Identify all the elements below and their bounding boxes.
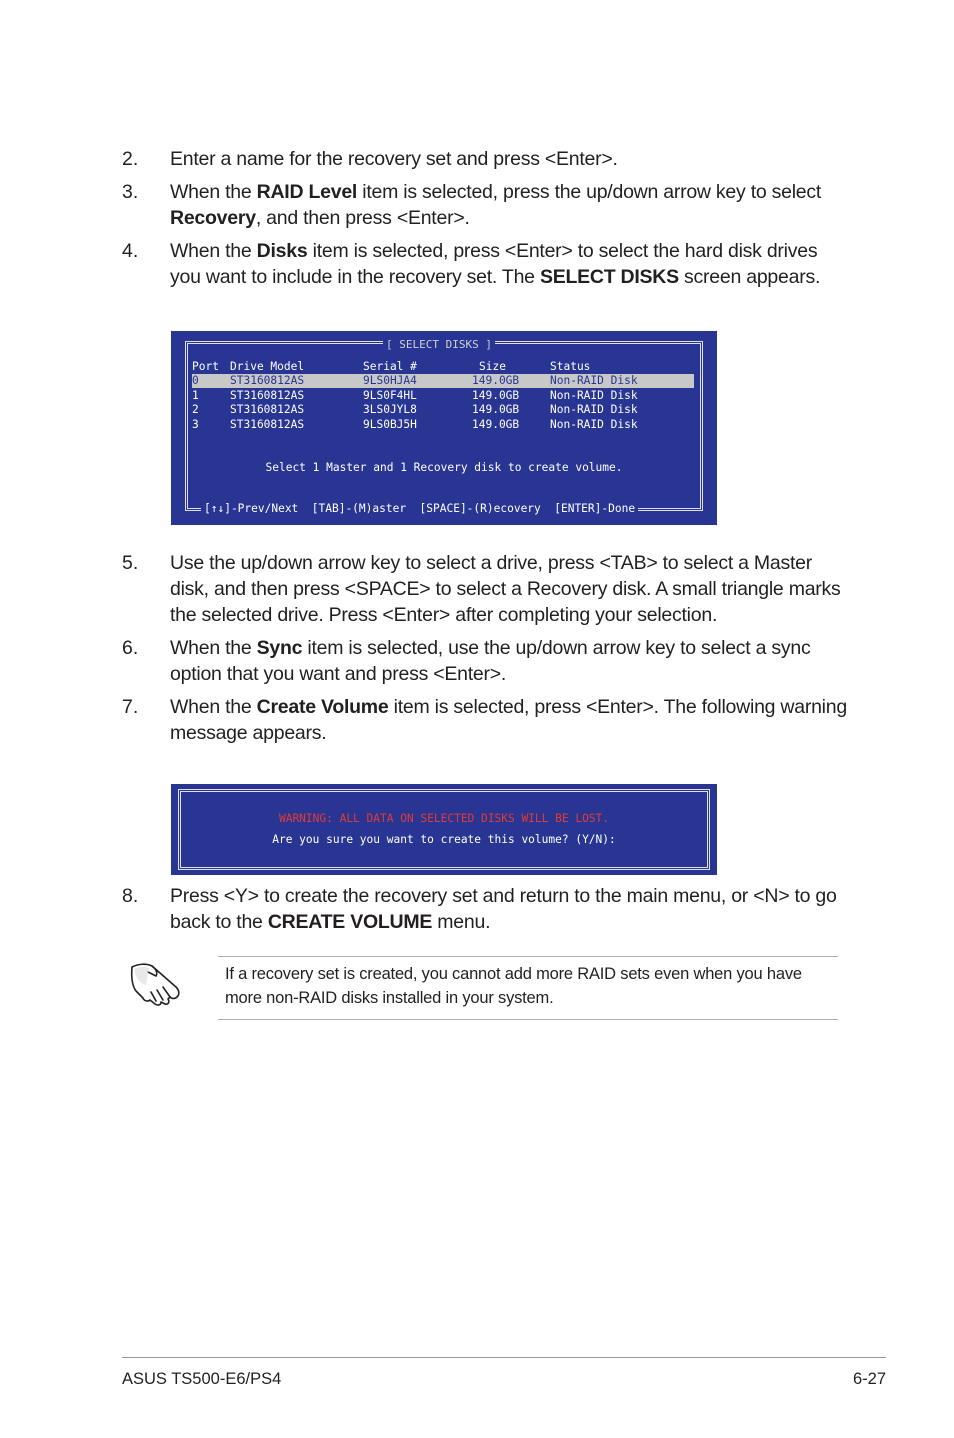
step-text: Enter a name for the recovery set and press <Enter>. [170,148,618,170]
step-text: When the Sync item is selected, use the up/down arrow key to select a sync option that you want and press <Enter>. [170,637,811,685]
step-number: 3. [122,181,139,203]
disk-model: ST3160812AS [230,418,305,431]
select-instruction: Select 1 Master and 1 Recovery disk to create volume. [265,461,623,474]
warning-message: WARNING: ALL DATA ON SELECTED DISKS WILL BE LOST. [278,812,610,825]
disk-model: ST3160812AS [230,374,305,387]
disk-row[interactable] [192,418,638,432]
note-divider-top [218,956,838,957]
step-text: Press <Y> to create the recovery set and return to the main menu, or <N> to go back to the CREATE VOLUME menu. [170,885,837,933]
step-number: 7. [122,696,139,718]
header-status: Status [550,360,591,373]
dialog-frame [178,789,710,870]
step-text: When the RAID Level item is selected, press the up/down arrow key to select Recovery, and then press <Enter>. [170,181,822,229]
header-drive-model: Drive Model [230,360,305,373]
warning-dialog [171,784,717,875]
step-number: 2. [122,148,139,170]
disk-serial: 9LS0F4HL [363,389,417,402]
disk-row[interactable] [192,403,638,417]
step-text: When the Disks item is selected, press <Enter> to select the hard disk drives you want to include in the recovery set. The SELECT DISKS screen appears. [170,240,821,288]
disk-table-header [192,360,591,374]
disk-size: 149.0GB [472,374,520,387]
disk-port: 1 [192,389,199,402]
pointing-hand-icon [128,957,188,1007]
disk-port: 3 [192,418,199,431]
disk-port: 0 [192,374,199,387]
disk-serial: 3LS0JYL8 [363,403,417,416]
disk-size: 149.0GB [472,403,520,416]
step-text: Use the up/down arrow key to select a drive, press <TAB> to select a Master disk, and then press <SPACE> to select a Recovery disk. A small triangle marks the selected drive. Press <Enter> after completing your selection. [170,552,841,626]
disk-status: Non-RAID Disk [550,389,638,402]
header-serial: Serial # [363,360,417,373]
disk-size: 149.0GB [472,389,520,402]
header-size: Size [479,360,506,373]
step-text: When the Create Volume item is selected, press <Enter>. The following warning message appears. [170,696,847,744]
note-text: If a recovery set is created, you cannot add more RAID sets even when you have more non-RAID disks installed in your system. [225,965,802,1007]
step-number: 5. [122,552,139,574]
note-divider-bottom [218,1019,838,1020]
disk-status: Non-RAID Disk [550,418,638,431]
key-help-bar: [↑↓]-Prev/Next [TAB]-(M)aster [SPACE]-(R)ecovery [ENTER]-Done [201,502,638,516]
disk-status: Non-RAID Disk [550,374,638,387]
screen-title: [ SELECT DISKS ] [383,338,495,351]
disk-serial: 9LS0HJA4 [363,374,417,387]
footer-page-number: 6-27 [852,1370,886,1388]
disk-model: ST3160812AS [230,403,305,416]
header-port: Port [192,360,219,373]
footer-divider [122,1357,886,1358]
footer-product-name: ASUS TS500-E6/PS4 [122,1370,282,1388]
select-disks-screen [171,331,717,525]
disk-row[interactable] [192,389,638,403]
confirm-question: Are you sure you want to create this volume? (Y/N): [272,833,616,846]
step-number: 4. [122,240,139,262]
step-number: 8. [122,885,139,907]
disk-status: Non-RAID Disk [550,403,638,416]
disk-model: ST3160812AS [230,389,305,402]
disk-row[interactable] [192,374,694,388]
step-number: 6. [122,637,139,659]
disk-serial: 9LS0BJ5H [363,418,417,431]
disk-size: 149.0GB [472,418,520,431]
disk-port: 2 [192,403,199,416]
